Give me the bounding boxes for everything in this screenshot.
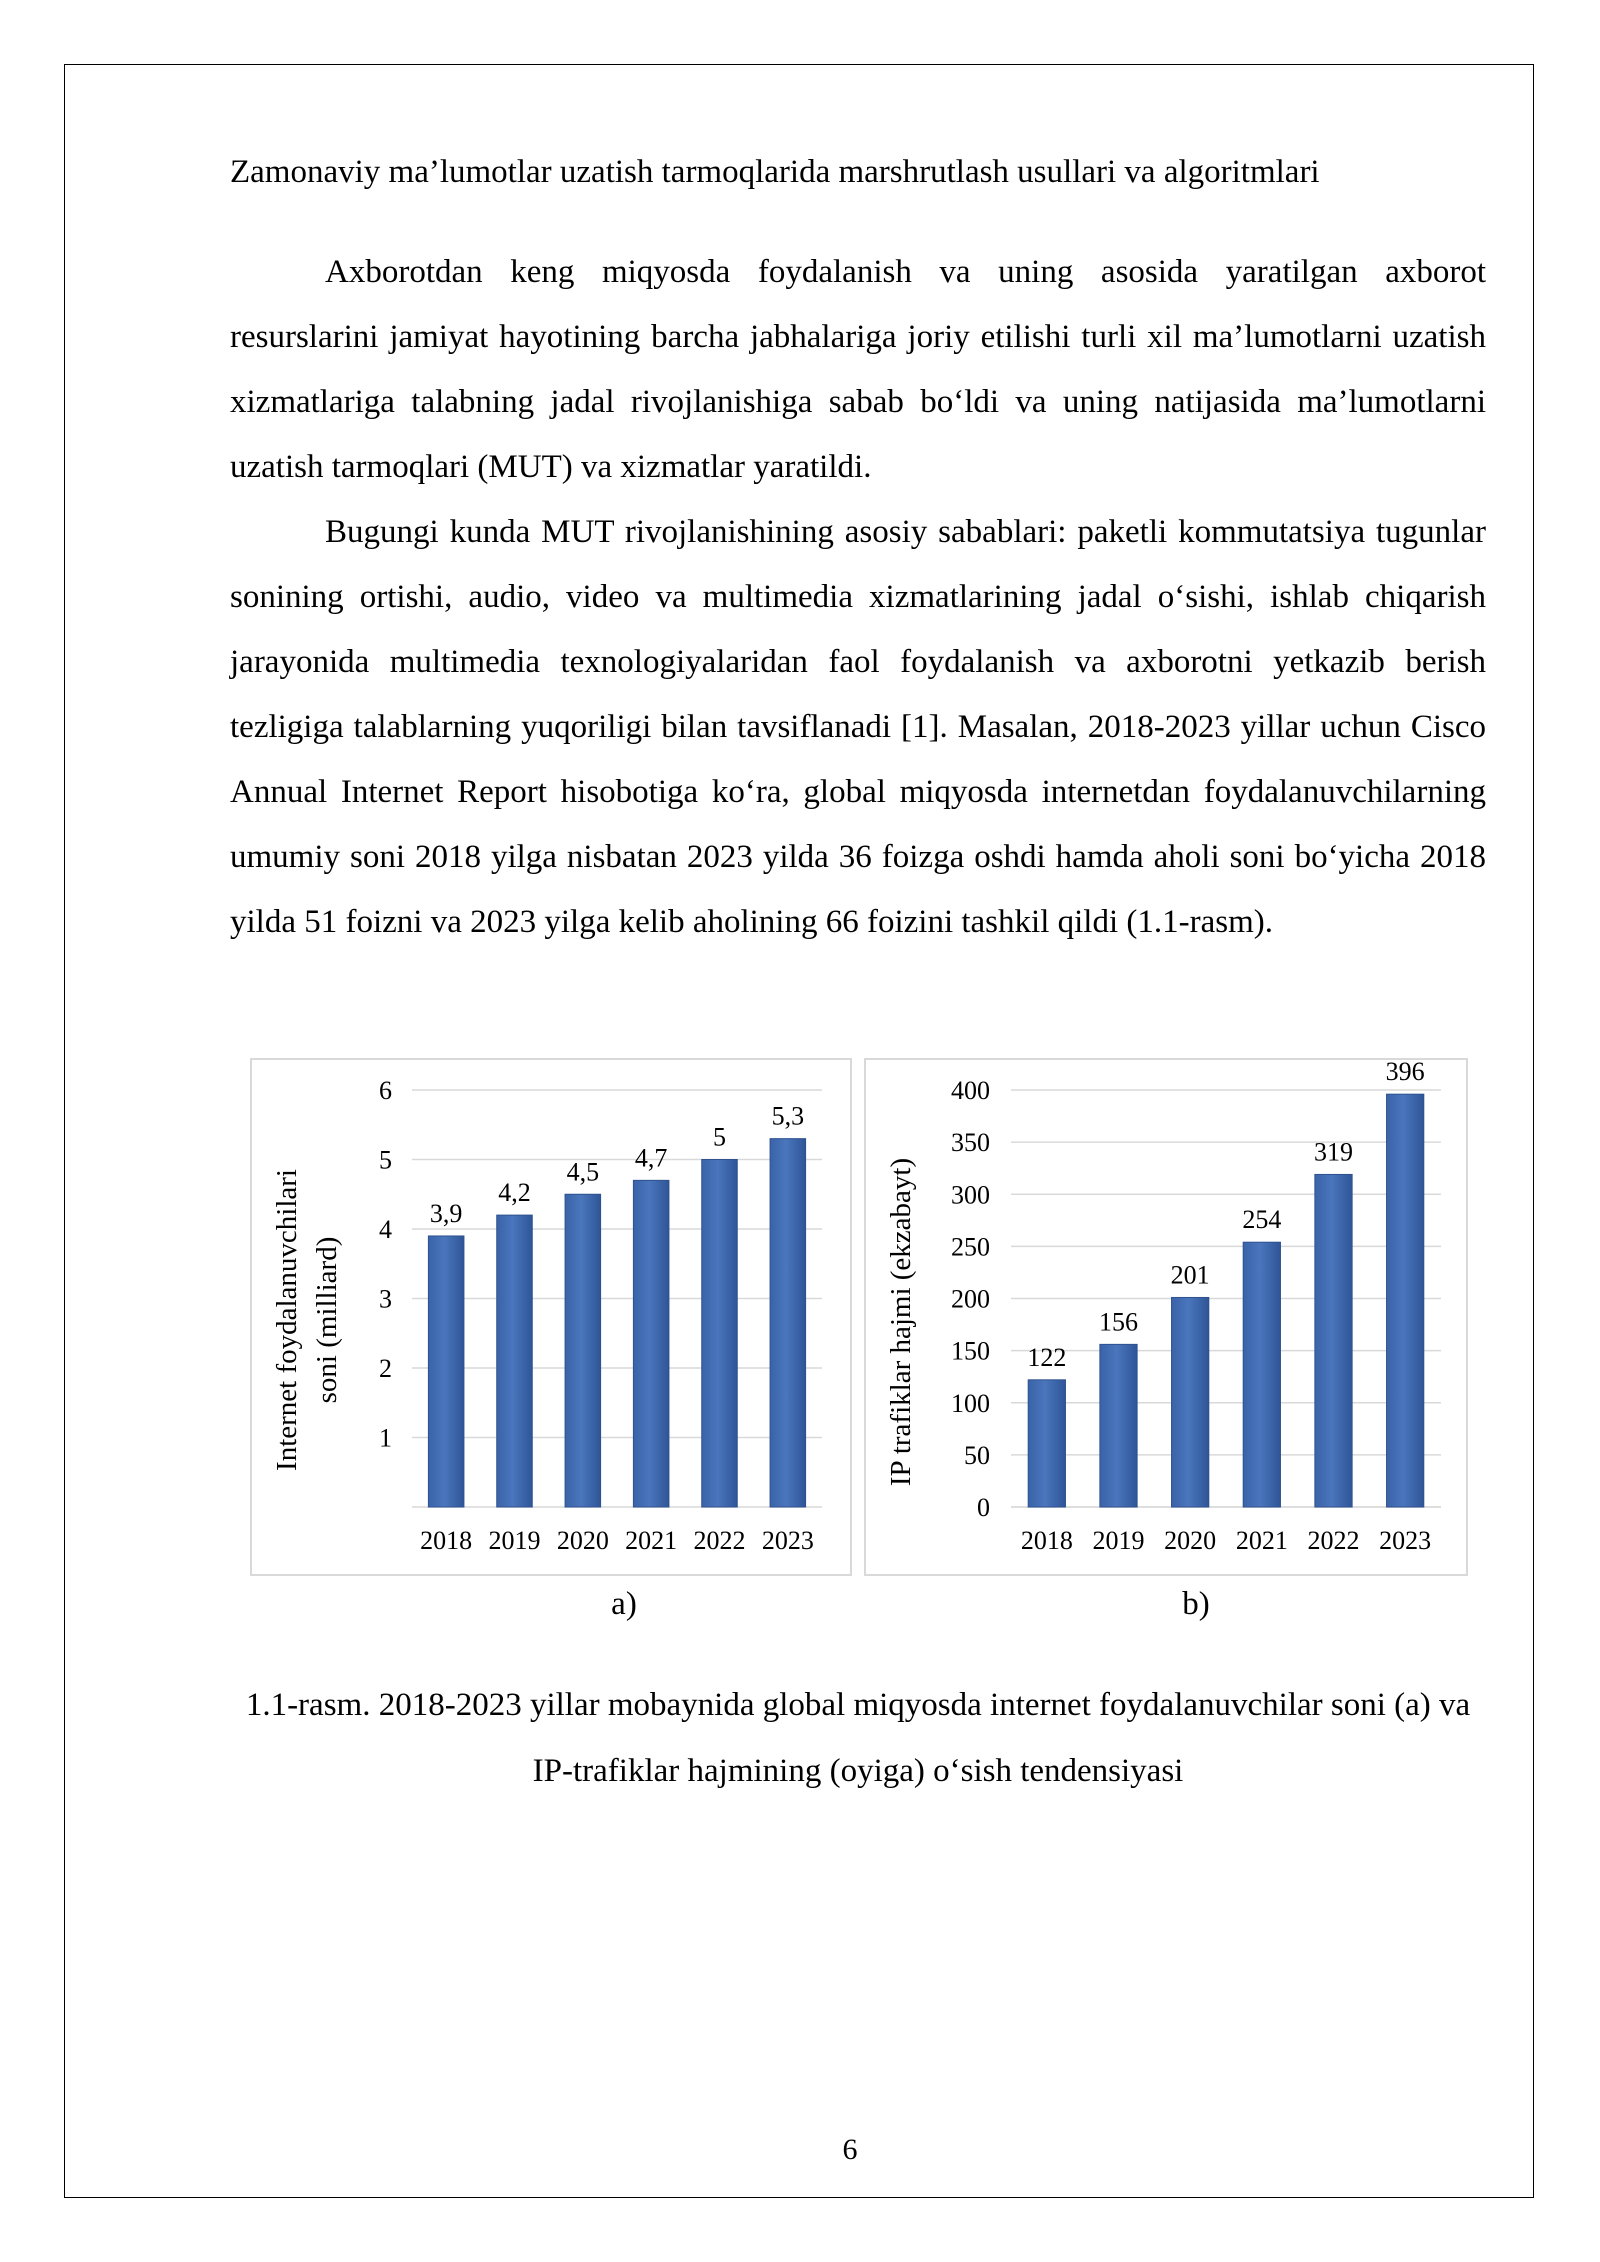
figure-caption: 1.1-rasm. 2018-2023 yillar mobaynida global miqyosda internet foydalanuvchilar soni (a) va IP-trafiklar hajmining (oyiga) o‘sish tendensiyasi <box>245 1687 1471 1789</box>
y-tick-label: 200 <box>951 1284 990 1314</box>
x-tick-label: 2019 <box>1092 1526 1145 1555</box>
page-number: 6 <box>842 2133 858 2166</box>
bar <box>633 1180 669 1507</box>
y-tick-label: 1 <box>379 1423 392 1453</box>
bar <box>1100 1344 1137 1507</box>
y-tick-label: 0 <box>977 1493 990 1522</box>
y-tick-label: 350 <box>951 1128 990 1158</box>
subfigure-label-a: a) <box>611 1586 637 1622</box>
bar <box>1028 1380 1065 1507</box>
chart-internet-users <box>250 1058 852 1576</box>
bar <box>770 1139 806 1507</box>
x-tick-label: 2023 <box>1379 1526 1432 1555</box>
data-label: 5,3 <box>771 1101 805 1131</box>
y-tick-label: 100 <box>951 1388 990 1418</box>
chart-ip-traffic <box>864 1058 1468 1576</box>
y-tick-label: 50 <box>964 1440 990 1470</box>
data-label: 156 <box>1099 1307 1138 1337</box>
x-tick-label: 2020 <box>556 1526 609 1555</box>
data-label: 319 <box>1314 1137 1353 1167</box>
x-tick-label: 2022 <box>1307 1526 1360 1555</box>
data-label: 3,9 <box>429 1198 463 1228</box>
bar <box>565 1194 601 1507</box>
chart-internet-users-svg <box>252 1060 854 1578</box>
y-axis-title: IP trafiklar hajmi (ekzabayt) <box>885 1157 917 1487</box>
bar <box>1172 1297 1209 1507</box>
paragraph-2: Bugungi kunda MUT rivojlanishining asosiy sabablari: paketli kommutatsiya tugunlar sonining ortishi, audio, video va multimedia xizmatlarining jadal o‘sishi, ishlab chiqarish jarayonida multimedia texnologiyalaridan faol foydalanish va axborotni yetkazib berish tezligiga talablarning yuqoriligi bilan tavsiflanadi [1]. Masalan, 2018-2023 yillar uchun Cisco Annual Internet Report hisobotiga ko‘ra, global miqyosda internetdan foydalanuvchilarning umumiy soni 2018 yilga nisbatan 2023 yilda 36 foizga oshdi hamda aholi soni bo‘yicha 2018 yilda 51 foizni va 2023 yilga kelib aholining 66 foizini tashkil qildi (1.1-rasm). <box>230 514 1486 940</box>
bar <box>1387 1094 1424 1507</box>
x-tick-label: 2021 <box>625 1526 678 1555</box>
y-axis-title: soni (milliard) <box>311 1236 343 1404</box>
bar <box>1243 1242 1280 1507</box>
bar <box>428 1236 464 1507</box>
chart-ip-traffic-svg <box>866 1060 1470 1578</box>
y-tick-label: 5 <box>379 1145 392 1175</box>
x-tick-label: 2020 <box>1164 1526 1217 1555</box>
y-tick-label: 400 <box>951 1076 990 1105</box>
x-tick-label: 2021 <box>1235 1526 1288 1555</box>
data-label: 396 <box>1385 1060 1425 1087</box>
x-tick-label: 2023 <box>761 1526 814 1555</box>
data-label: 4,2 <box>498 1178 531 1208</box>
paragraph-1: Axborotdan keng miqyosda foydalanish va uning asosida yaratilgan axborot resurslarini jamiyat hayotining barcha jabhalariga joriy etilishi turli xil ma’lumotlarni uzatish xizmatlariga talabning jadal rivojlanishiga sabab bo‘ldi va uning natijasida ma’lumotlarni uzatish tarmoqlari (MUT) va xizmatlar yaratildi. <box>230 254 1486 485</box>
y-tick-label: 300 <box>951 1180 990 1210</box>
data-label: 4,7 <box>634 1143 668 1173</box>
x-tick-label: 2022 <box>693 1526 746 1555</box>
y-axis-title: Internet foydalanuvchilari <box>271 1169 303 1471</box>
bar <box>1315 1174 1352 1507</box>
data-label: 122 <box>1027 1342 1067 1372</box>
y-tick-label: 3 <box>379 1284 392 1314</box>
x-tick-label: 2019 <box>488 1526 541 1555</box>
data-label: 254 <box>1242 1205 1282 1235</box>
y-tick-label: 150 <box>951 1336 990 1366</box>
data-label: 4,5 <box>566 1157 600 1187</box>
running-title: Zamonaviy ma’lumotlar uzatish tarmoqlarida marshrutlash usullari va algoritmlari <box>230 154 1320 190</box>
bar <box>497 1215 533 1507</box>
y-tick-label: 6 <box>379 1076 392 1105</box>
bar <box>702 1160 738 1508</box>
x-tick-label: 2018 <box>1020 1526 1073 1555</box>
data-label: 5 <box>713 1122 726 1152</box>
subfigure-label-b: b) <box>1182 1586 1210 1622</box>
body-text <box>230 240 1486 955</box>
data-label: 201 <box>1170 1260 1210 1290</box>
y-tick-label: 250 <box>951 1232 990 1262</box>
y-tick-label: 2 <box>379 1354 392 1383</box>
x-tick-label: 2018 <box>420 1526 473 1555</box>
y-tick-label: 4 <box>379 1215 392 1244</box>
